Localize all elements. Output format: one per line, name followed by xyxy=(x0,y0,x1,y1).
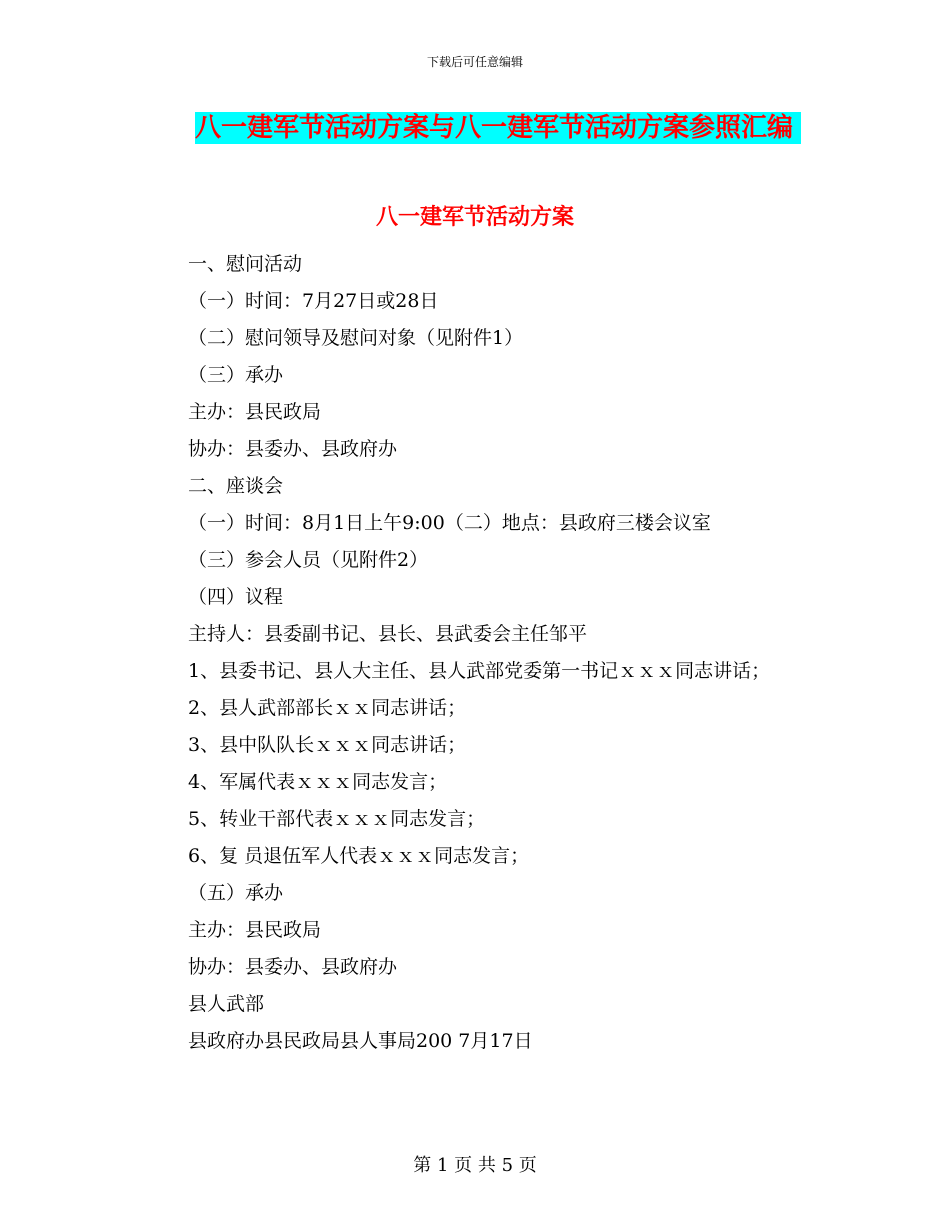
section-title: 八一建军节活动方案 xyxy=(375,205,574,230)
paragraph: （五）承办 xyxy=(188,882,284,904)
paragraph: 4、军属代表ｘｘｘ同志发言； xyxy=(188,771,448,793)
paragraph: 主办：县民政局 xyxy=(188,401,322,423)
paragraph: 二、座谈会 xyxy=(188,475,284,497)
paragraph: 县政府办县民政局县人事局200 7月17日 xyxy=(188,1030,533,1052)
paragraph: 1、县委书记、县人大主任、县人武部党委第一书记ｘｘｘ同志讲话； xyxy=(188,660,771,682)
paragraph: 5、转业干部代表ｘｘｘ同志发言； xyxy=(188,808,486,830)
document-title: 八一建军节活动方案与八一建军节活动方案参照汇编 xyxy=(195,112,801,144)
paragraph: 2、县人武部部长ｘｘ同志讲话； xyxy=(188,697,467,719)
paragraph: 主办：县民政局 xyxy=(188,919,322,941)
paragraph: （三）参会人员（见附件2） xyxy=(188,549,429,571)
paragraph: 主持人：县委副书记、县长、县武委会主任邹平 xyxy=(188,623,588,645)
paragraph: 一、慰问活动 xyxy=(188,253,303,275)
paragraph: （一）时间：7月27日或28日 xyxy=(188,290,439,312)
paragraph: （三）承办 xyxy=(188,364,284,386)
page-number-footer: 第 1 页 共 5 页 xyxy=(413,1155,537,1176)
paragraph: 协办：县委办、县政府办 xyxy=(188,956,398,978)
paragraph: （二）慰问领导及慰问对象（见附件1） xyxy=(188,327,524,349)
paragraph: （一）时间：8月1日上午9:00（二）地点：县政府三楼会议室 xyxy=(188,512,711,534)
paragraph: 县人武部 xyxy=(188,993,265,1015)
paragraph: （四）议程 xyxy=(188,586,284,608)
document-body xyxy=(142,246,810,1060)
paragraph: 6、复 员退伍军人代表ｘｘｘ同志发言； xyxy=(188,845,530,867)
header-note: 下载后可任意编辑 xyxy=(426,55,523,69)
paragraph: 3、县中队队长ｘｘｘ同志讲话； xyxy=(188,734,467,756)
paragraph: 协办：县委办、县政府办 xyxy=(188,438,398,460)
